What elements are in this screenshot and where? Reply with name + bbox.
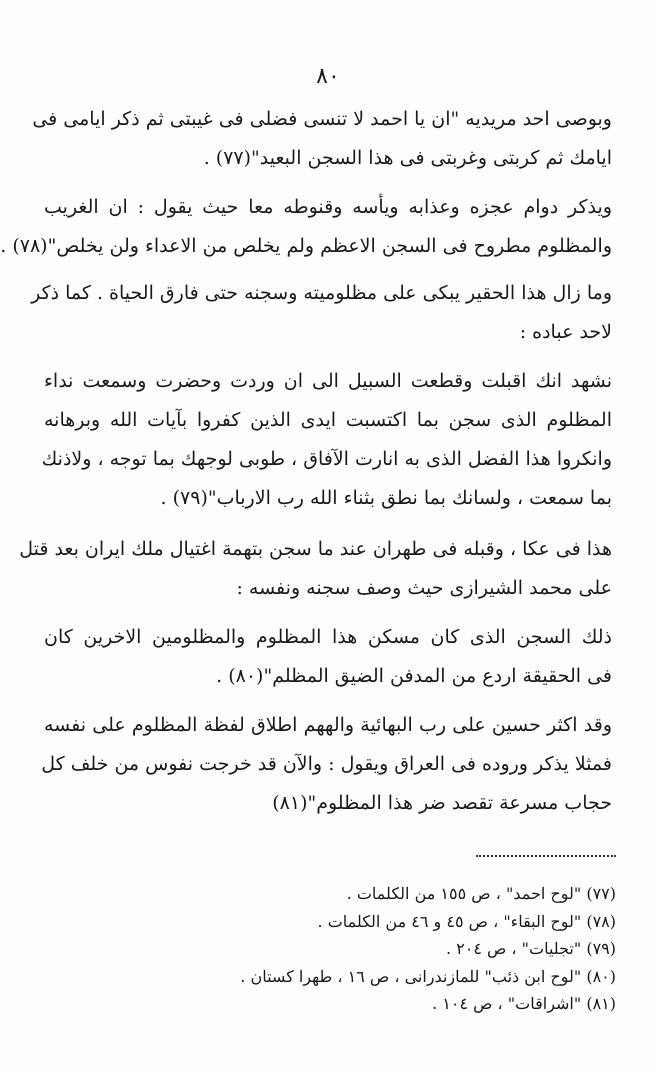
text-line: هذا فى عكا ، وقبله فى طهران عند ما سجن بتهمة اغتيال ملك ايران بعد قتل xyxy=(19,538,612,560)
text-line: المظلوم الذى سجن بما اكتسبت ايدى الذين كفروا بآيات الله وبرهانه xyxy=(44,409,612,431)
text-line: بما سمعت ، ولسانك بما نطق بثناء الله رب الارباب"(٧٩) . xyxy=(160,487,612,509)
footnote-78: (٧٨) "لوح البقاء" ، ص ٤٥ و ٤٦ من الكلمات . xyxy=(317,911,616,931)
text-line: نشهد انك اقبلت وقطعت السبيل الى ان وردت وحضرت وسمعت نداء xyxy=(44,370,612,392)
text-line: ايامك ثم كربتى وغربتى فى هذا السجن البعيد"(٧٧) . xyxy=(203,147,612,169)
footnote-80: (٨٠) "لوح ابن ذئب" للمازندرانى ، ص ١٦ ، طهرا كستان . xyxy=(240,966,616,986)
text-line: فى الحقيقة اردع من المدفن الضيق المظلم"(٨٠) . xyxy=(216,665,612,687)
text-line: حجاب مسرعة تقصد ضر هذا المظلوم"(٨١) xyxy=(272,792,612,814)
footnote-79: (٧٩) "تجليات" ، ص ٢٠٤ . xyxy=(445,939,616,958)
footnote-77: (٧٧) "لوح احمد" ، ص ١٥٥ من الكلمات . xyxy=(346,884,616,903)
footnote-separator xyxy=(476,855,616,857)
paragraph-2 xyxy=(0,188,612,266)
footnotes xyxy=(56,880,616,1018)
text-line: فمثلا يذكر وروده فى العراق ويقول : والآن قد خرجت نفوس من خلف كل xyxy=(41,753,612,775)
text-line: وانكروا هذا الفضل الذى به انارت الآفاق ، طوبى لوجهك بما توجه ، ولاذنك xyxy=(41,448,612,470)
footnote-81: (٨١) "اشراقات" ، ص ١٠٤ . xyxy=(432,994,616,1013)
text-line: ذلك السجن الذى كان مسكن هذا المظلوم والمظلومين الاخرين كان xyxy=(44,626,612,648)
paragraph-5 xyxy=(19,530,612,608)
text-line: لاحد عباده : xyxy=(519,321,612,343)
paragraph-3 xyxy=(31,274,612,352)
text-line: على محمد الشيرازى حيث وصف سجنه ونفسه : xyxy=(236,577,612,599)
paragraph-4 xyxy=(41,362,612,518)
text-line: والمظلوم مطروح فى السجن الاعظم ولم يخلص من الاعداء ولن يخلص"(٧٨) . xyxy=(0,235,612,257)
page-number: ٨٠ xyxy=(316,64,340,89)
text-line: وما زال هذا الحقير يبكى على مظلوميته وسجنه حتى فارق الحياة . كما ذكر xyxy=(31,282,612,304)
paragraph-1 xyxy=(32,100,612,178)
text-line: ويذكر دوام عجزه وعذابه ويأسه وقنوطه معا حيث يقول : ان الغريب xyxy=(44,196,612,218)
text-line: وبوصى احد مريديه "ان يا احمد لا تنسى فضلى فى غيبتى ثم ذكر ايامى فى xyxy=(32,108,612,130)
paragraph-6 xyxy=(44,618,612,696)
paragraph-7 xyxy=(41,706,612,823)
text-line: وقد اكثر حسين على رب البهائية والههم اطلاق لفظة المظلوم على نفسه xyxy=(44,714,612,736)
